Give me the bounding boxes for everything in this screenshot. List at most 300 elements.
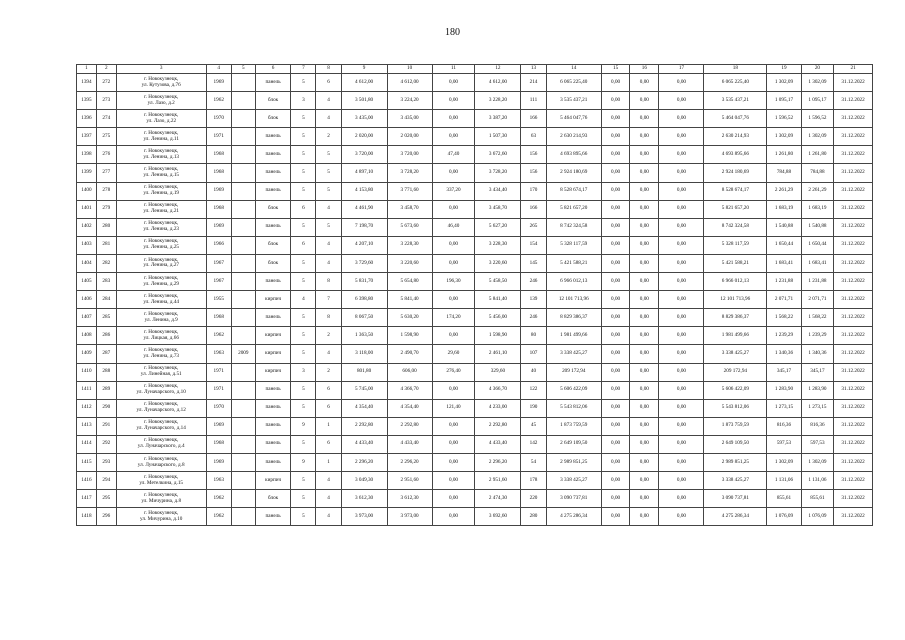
address-street: ул. Лицкая, д.66 <box>143 334 179 341</box>
cell-c12: 3 228,30 <box>475 236 521 254</box>
cell-c11: 0,00 <box>432 254 475 272</box>
cell-c16: 0,00 <box>630 110 659 128</box>
cell-c6: блок <box>255 490 291 508</box>
address-city: г. Новокузнецк, <box>144 419 179 426</box>
address-cell <box>116 472 206 490</box>
address-street: ул. Кутузова, д.76 <box>141 81 181 88</box>
cell-c1: 1413 <box>77 417 97 435</box>
cell-c2: 278 <box>96 182 116 200</box>
address-city: г. Новокузнецк, <box>144 491 179 498</box>
cell-c5 <box>231 309 255 327</box>
cell-c14: 6 966 012,13 <box>546 273 601 291</box>
cell-c1: 1410 <box>77 363 97 381</box>
cell-c16: 0,00 <box>630 182 659 200</box>
cell-c19: 784,88 <box>767 164 802 182</box>
cell-c14: 3 535 437,21 <box>546 92 601 110</box>
cell-c7: 5 <box>291 381 316 399</box>
column-number-header: 3 <box>116 65 206 74</box>
cell-c16: 0,00 <box>630 381 659 399</box>
cell-c10: 2 951,60 <box>387 472 432 490</box>
cell-c6: блок <box>255 200 291 218</box>
cell-c10: 5 654,80 <box>387 273 432 291</box>
cell-c5 <box>231 273 255 291</box>
cell-c7: 4 <box>291 291 316 309</box>
column-number-header: 11 <box>432 65 475 74</box>
cell-c11: 0,00 <box>432 381 475 399</box>
cell-c21: 31.12.2022 <box>834 508 873 526</box>
cell-c10: 2 490,70 <box>387 345 432 363</box>
cell-c8: 1 <box>316 453 341 471</box>
cell-c9: 4 897,10 <box>341 164 387 182</box>
cell-c18: 6 065 225,40 <box>704 74 767 92</box>
cell-c20: 1 273,15 <box>801 399 833 417</box>
address-cell <box>116 309 206 327</box>
cell-c6: панель <box>255 508 291 526</box>
table-row <box>77 435 873 453</box>
cell-c17: 0,00 <box>659 254 704 272</box>
cell-c9: 3 435,00 <box>341 110 387 128</box>
cell-c14: 4 693 895,66 <box>546 146 601 164</box>
cell-c5 <box>231 164 255 182</box>
cell-c5 <box>231 490 255 508</box>
address-city: г. Новокузнецк, <box>144 220 179 227</box>
cell-c10: 606,00 <box>387 363 432 381</box>
cell-c1: 1405 <box>77 273 97 291</box>
table-row <box>77 74 873 92</box>
cell-c18: 5 464 047,76 <box>704 110 767 128</box>
address-cell <box>116 164 206 182</box>
table-row <box>77 381 873 399</box>
cell-c19: 2 261,29 <box>767 182 802 200</box>
cell-c2: 273 <box>96 92 116 110</box>
cell-c9: 3 118,00 <box>341 345 387 363</box>
cell-c5 <box>231 254 255 272</box>
cell-c4: 1966 <box>206 236 231 254</box>
cell-c16: 0,00 <box>630 453 659 471</box>
cell-c14: 4 275 286,34 <box>546 508 601 526</box>
cell-c2: 292 <box>96 435 116 453</box>
address-cell <box>116 435 206 453</box>
cell-c10: 3 458,70 <box>387 200 432 218</box>
cell-c18: 4 693 895,66 <box>704 146 767 164</box>
cell-c18: 209 172,94 <box>704 363 767 381</box>
cell-c14: 3 090 737,81 <box>546 490 601 508</box>
cell-c14: 5 543 812,06 <box>546 399 601 417</box>
address-street: ул. Ленина, д.19 <box>143 190 180 197</box>
table-row <box>77 92 873 110</box>
cell-c16: 0,00 <box>630 327 659 345</box>
cell-c1: 1411 <box>77 381 97 399</box>
cell-c16: 0,00 <box>630 218 659 236</box>
cell-c9: 4 433,40 <box>341 435 387 453</box>
cell-c7: 5 <box>291 182 316 200</box>
cell-c14: 2 630 214,93 <box>546 128 601 146</box>
cell-c4: 1968 <box>206 435 231 453</box>
cell-c12: 5 841,40 <box>475 291 521 309</box>
cell-c7: 5 <box>291 273 316 291</box>
cell-c11: 0,00 <box>432 490 475 508</box>
cell-c11: 0,00 <box>432 92 475 110</box>
address-city: г. Новокузнецк, <box>144 346 179 353</box>
cell-c12: 4 433,40 <box>475 435 521 453</box>
cell-c13: 190 <box>521 399 546 417</box>
cell-c9: 2 292,80 <box>341 417 387 435</box>
address-cell <box>116 74 206 92</box>
address-city: г. Новокузнецк, <box>144 310 179 317</box>
cell-c18: 6 966 012,13 <box>704 273 767 291</box>
table-row <box>77 273 873 291</box>
cell-c8: 4 <box>316 345 341 363</box>
cell-c15: 0,00 <box>601 472 629 490</box>
table-row <box>77 490 873 508</box>
cell-c17: 0,00 <box>659 363 704 381</box>
address-street: ул. Луначарского, д.10 <box>136 389 186 396</box>
cell-c5 <box>231 508 255 526</box>
cell-c6: кирпич <box>255 345 291 363</box>
cell-c18: 8 528 674,17 <box>704 182 767 200</box>
cell-c4: 1955 <box>206 291 231 309</box>
address-street: ул. Линейная, д.51 <box>140 371 182 378</box>
cell-c19: 1 239,29 <box>767 327 802 345</box>
cell-c10: 3 771,60 <box>387 182 432 200</box>
cell-c7: 5 <box>291 309 316 327</box>
cell-c20: 1 302,09 <box>801 74 833 92</box>
cell-c18: 3 338 425,27 <box>704 345 767 363</box>
cell-c5 <box>231 453 255 471</box>
address-street: ул. Лазо, д.2 <box>147 99 175 106</box>
cell-c12: 5 456,00 <box>475 309 521 327</box>
cell-c8: 6 <box>316 399 341 417</box>
cell-c2: 272 <box>96 74 116 92</box>
address-city: г. Новокузнецк, <box>144 166 179 173</box>
cell-c8: 4 <box>316 92 341 110</box>
cell-c15: 0,00 <box>601 435 629 453</box>
cell-c5 <box>231 291 255 309</box>
cell-c7: 5 <box>291 164 316 182</box>
cell-c18: 1 981 499,66 <box>704 327 767 345</box>
cell-c7: 5 <box>291 218 316 236</box>
address-street: ул. Ленина, д.25 <box>143 244 180 251</box>
cell-c14: 5 421 588,21 <box>546 254 601 272</box>
cell-c20: 1 131,06 <box>801 472 833 490</box>
cell-c10: 2 292,80 <box>387 417 432 435</box>
cell-c14: 2 989 851,25 <box>546 453 601 471</box>
cell-c5 <box>231 218 255 236</box>
address-cell <box>116 363 206 381</box>
cell-c10: 4 366,70 <box>387 381 432 399</box>
cell-c19: 1 302,09 <box>767 128 802 146</box>
cell-c11: 0,00 <box>432 327 475 345</box>
cell-c19: 1 131,06 <box>767 472 802 490</box>
cell-c7: 5 <box>291 110 316 128</box>
cell-c17: 0,00 <box>659 453 704 471</box>
cell-c6: панель <box>255 218 291 236</box>
cell-c2: 287 <box>96 345 116 363</box>
cell-c6: кирпич <box>255 291 291 309</box>
cell-c10: 5 841,40 <box>387 291 432 309</box>
address-street: ул. Луначарского, д.12 <box>136 407 186 414</box>
cell-c18: 3 535 437,21 <box>704 92 767 110</box>
cell-c8: 2 <box>316 128 341 146</box>
cell-c21: 31.12.2022 <box>834 254 873 272</box>
table-row <box>77 345 873 363</box>
cell-c1: 1414 <box>77 435 97 453</box>
cell-c17: 0,00 <box>659 309 704 327</box>
cell-c7: 5 <box>291 327 316 345</box>
column-number-header: 2 <box>96 65 116 74</box>
cell-c13: 154 <box>521 236 546 254</box>
cell-c16: 0,00 <box>630 291 659 309</box>
table-row <box>77 110 873 128</box>
cell-c9: 3 720,00 <box>341 146 387 164</box>
cell-c21: 31.12.2022 <box>834 182 873 200</box>
cell-c16: 0,00 <box>630 435 659 453</box>
cell-c20: 2 261,29 <box>801 182 833 200</box>
cell-c19: 1 261,80 <box>767 146 802 164</box>
cell-c15: 0,00 <box>601 327 629 345</box>
cell-c16: 0,00 <box>630 345 659 363</box>
table-row <box>77 182 873 200</box>
cell-c12: 3 387,20 <box>475 110 521 128</box>
cell-c9: 1 363,50 <box>341 327 387 345</box>
cell-c19: 1 302,09 <box>767 74 802 92</box>
cell-c13: 111 <box>521 92 546 110</box>
cell-c18: 5 606 422,09 <box>704 381 767 399</box>
cell-c16: 0,00 <box>630 490 659 508</box>
cell-c12: 3 228,20 <box>475 92 521 110</box>
cell-c8: 6 <box>316 381 341 399</box>
cell-c17: 0,00 <box>659 74 704 92</box>
cell-c7: 5 <box>291 128 316 146</box>
cell-c5 <box>231 110 255 128</box>
cell-c6: панель <box>255 453 291 471</box>
cell-c19: 1 231,88 <box>767 273 802 291</box>
cell-c1: 1406 <box>77 291 97 309</box>
cell-c17: 0,00 <box>659 381 704 399</box>
cell-c18: 5 328 117,59 <box>704 236 767 254</box>
cell-c6: блок <box>255 92 291 110</box>
cell-c2: 295 <box>96 490 116 508</box>
column-number-header: 5 <box>231 65 255 74</box>
column-number-header: 19 <box>767 65 802 74</box>
cell-c10: 3 224,20 <box>387 92 432 110</box>
column-number-header: 4 <box>206 65 231 74</box>
cell-c13: 139 <box>521 291 546 309</box>
cell-c13: 45 <box>521 417 546 435</box>
cell-c11: 47,40 <box>432 146 475 164</box>
cell-c10: 4 354,40 <box>387 399 432 417</box>
cell-c12: 5 627,20 <box>475 218 521 236</box>
cell-c4: 1970 <box>206 110 231 128</box>
cell-c13: 142 <box>521 435 546 453</box>
cell-c2: 293 <box>96 453 116 471</box>
cell-c16: 0,00 <box>630 146 659 164</box>
table-row <box>77 472 873 490</box>
cell-c13: 122 <box>521 381 546 399</box>
cell-c18: 2 989 851,25 <box>704 453 767 471</box>
cell-c21: 31.12.2022 <box>834 345 873 363</box>
cell-c14: 3 338 425,27 <box>546 472 601 490</box>
address-cell <box>116 218 206 236</box>
cell-c7: 6 <box>291 200 316 218</box>
cell-c9: 3 612,30 <box>341 490 387 508</box>
cell-c20: 1 683,19 <box>801 200 833 218</box>
cell-c9: 3 729,60 <box>341 254 387 272</box>
cell-c14: 5 328 117,59 <box>546 236 601 254</box>
cell-c16: 0,00 <box>630 309 659 327</box>
cell-c12: 1 598,90 <box>475 327 521 345</box>
cell-c8: 7 <box>316 291 341 309</box>
cell-c4: 1969 <box>206 218 231 236</box>
cell-c17: 0,00 <box>659 164 704 182</box>
cell-c15: 0,00 <box>601 236 629 254</box>
cell-c21: 31.12.2022 <box>834 128 873 146</box>
cell-c11: 0,00 <box>432 164 475 182</box>
cell-c13: 156 <box>521 146 546 164</box>
cell-c21: 31.12.2022 <box>834 92 873 110</box>
cell-c4: 1969 <box>206 417 231 435</box>
address-cell <box>116 453 206 471</box>
cell-c12: 3 458,70 <box>475 200 521 218</box>
cell-c6: панель <box>255 417 291 435</box>
column-number-header: 7 <box>291 65 316 74</box>
address-street: ул. Ленина, д.13 <box>143 153 180 160</box>
cell-c13: 54 <box>521 453 546 471</box>
cell-c10: 4 433,40 <box>387 435 432 453</box>
cell-c1: 1408 <box>77 327 97 345</box>
address-street: ул. Ленина, д.44 <box>143 298 180 305</box>
cell-c12: 2 296,20 <box>475 453 521 471</box>
cell-c15: 0,00 <box>601 417 629 435</box>
cell-c1: 1415 <box>77 453 97 471</box>
cell-c14: 209 172,94 <box>546 363 601 381</box>
cell-c16: 0,00 <box>630 92 659 110</box>
cell-c18: 3 090 737,81 <box>704 490 767 508</box>
cell-c11: 0,00 <box>432 128 475 146</box>
cell-c15: 0,00 <box>601 508 629 526</box>
cell-c21: 31.12.2022 <box>834 472 873 490</box>
cell-c20: 816,36 <box>801 417 833 435</box>
cell-c2: 290 <box>96 399 116 417</box>
cell-c15: 0,00 <box>601 273 629 291</box>
cell-c9: 4 207,10 <box>341 236 387 254</box>
cell-c4: 1962 <box>206 508 231 526</box>
address-city: г. Новокузнецк, <box>144 473 179 480</box>
cell-c7: 5 <box>291 345 316 363</box>
cell-c14: 8 829 386,37 <box>546 309 601 327</box>
table-row <box>77 309 873 327</box>
cell-c21: 31.12.2022 <box>834 399 873 417</box>
cell-c12: 4 612,00 <box>475 74 521 92</box>
cell-c17: 0,00 <box>659 417 704 435</box>
address-street: ул. Луначарского, д.8 <box>137 461 185 468</box>
cell-c20: 855,61 <box>801 490 833 508</box>
cell-c18: 5 543 812,06 <box>704 399 767 417</box>
cell-c16: 0,00 <box>630 254 659 272</box>
address-cell <box>116 128 206 146</box>
cell-c2: 288 <box>96 363 116 381</box>
cell-c9: 2 296,20 <box>341 453 387 471</box>
cell-c15: 0,00 <box>601 254 629 272</box>
cell-c19: 1 095,17 <box>767 92 802 110</box>
cell-c8: 4 <box>316 490 341 508</box>
cell-c8: 8 <box>316 273 341 291</box>
table-row <box>77 254 873 272</box>
address-cell <box>116 291 206 309</box>
cell-c17: 0,00 <box>659 490 704 508</box>
address-cell <box>116 345 206 363</box>
cell-c19: 2 071,71 <box>767 291 802 309</box>
cell-c8: 6 <box>316 435 341 453</box>
cell-c9: 4 354,40 <box>341 399 387 417</box>
cell-c8: 2 <box>316 363 341 381</box>
cell-c21: 31.12.2022 <box>834 417 873 435</box>
cell-c1: 1396 <box>77 110 97 128</box>
cell-c20: 1 095,17 <box>801 92 833 110</box>
address-city: г. Новокузнецк, <box>144 111 179 118</box>
cell-c9: 5 831,70 <box>341 273 387 291</box>
address-city: г. Новокузнецк, <box>144 184 179 191</box>
cell-c4: 1971 <box>206 128 231 146</box>
cell-c4: 1963 <box>206 345 231 363</box>
cell-c5 <box>231 200 255 218</box>
cell-c1: 1401 <box>77 200 97 218</box>
address-street: ул. Метелкина, д.15 <box>139 479 184 486</box>
cell-c21: 31.12.2022 <box>834 110 873 128</box>
address-street: ул. Ленина, д.23 <box>143 226 180 233</box>
cell-c8: 4 <box>316 110 341 128</box>
cell-c7: 5 <box>291 399 316 417</box>
cell-c6: блок <box>255 254 291 272</box>
cell-c16: 0,00 <box>630 417 659 435</box>
cell-c16: 0,00 <box>630 273 659 291</box>
address-city: г. Новокузнецк, <box>144 509 179 516</box>
cell-c12: 3 220,60 <box>475 254 521 272</box>
column-number-row <box>77 65 873 74</box>
cell-c6: панель <box>255 309 291 327</box>
cell-c11: 337,20 <box>432 182 475 200</box>
cell-c14: 2 649 109,50 <box>546 435 601 453</box>
cell-c9: 7 198,70 <box>341 218 387 236</box>
cell-c10: 4 612,00 <box>387 74 432 92</box>
cell-c17: 0,00 <box>659 128 704 146</box>
cell-c11: 276,40 <box>432 363 475 381</box>
cell-c12: 2 292,80 <box>475 417 521 435</box>
cell-c17: 0,00 <box>659 146 704 164</box>
cell-c12: 3 672,60 <box>475 146 521 164</box>
cell-c12: 3 434,40 <box>475 182 521 200</box>
cell-c17: 0,00 <box>659 472 704 490</box>
cell-c2: 296 <box>96 508 116 526</box>
cell-c6: панель <box>255 128 291 146</box>
cell-c4: 1962 <box>206 327 231 345</box>
address-city: г. Новокузнецк, <box>144 401 179 408</box>
address-cell <box>116 254 206 272</box>
column-number-header: 15 <box>601 65 629 74</box>
cell-c11: 0,00 <box>432 200 475 218</box>
cell-c7: 9 <box>291 417 316 435</box>
cell-c1: 1402 <box>77 218 97 236</box>
cell-c14: 8 742 324,58 <box>546 218 601 236</box>
cell-c10: 3 728,20 <box>387 164 432 182</box>
table-row <box>77 453 873 471</box>
cell-c13: 214 <box>521 74 546 92</box>
address-city: г. Новокузнецк, <box>144 93 179 100</box>
address-city: г. Новокузнецк, <box>144 256 179 263</box>
column-number-header: 17 <box>659 65 704 74</box>
table-body <box>77 74 873 526</box>
cell-c16: 0,00 <box>630 236 659 254</box>
